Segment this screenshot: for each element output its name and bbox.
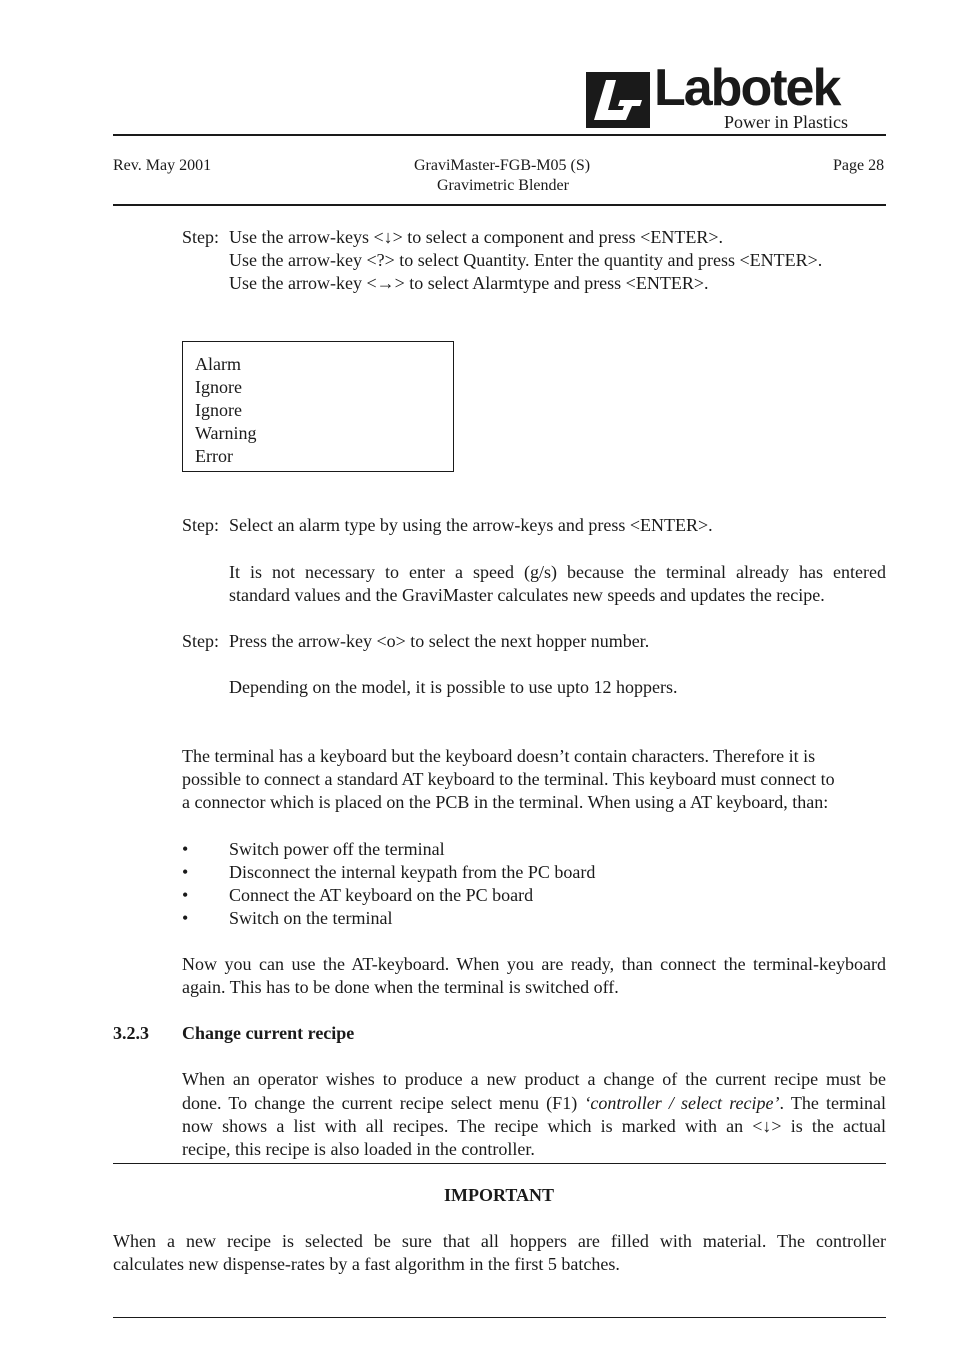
step1-line: Use the arrow-key <→> to select Alarmtype and press <ENTER>.: [229, 273, 709, 293]
footer-rule: [113, 1317, 886, 1318]
bullet-item: Switch power off the terminal: [229, 839, 445, 859]
step1-line: Use the arrow-keys <↓> to select a component and press <ENTER>.: [229, 227, 723, 247]
alarm-type-list: [182, 341, 454, 472]
bullet-item: Switch on the terminal: [229, 908, 393, 928]
section-paragraph-line: recipe, this recipe is also loaded in the controller.: [182, 1139, 535, 1159]
important-line: calculates new dispense-rates by a fast algorithm in the first 5 batches.: [113, 1254, 620, 1274]
alarm-option: Alarm: [195, 354, 241, 374]
bullet-glyph: •: [182, 885, 189, 905]
important-title: IMPORTANT: [443, 1185, 555, 1205]
step3-note: Depending on the model, it is possible to use upto 12 hoppers.: [229, 677, 678, 697]
alarm-option: Warning: [195, 423, 257, 443]
step2-line: Select an alarm type by using the arrow-keys and press <ENTER>.: [229, 515, 713, 535]
section-title: Change current recipe: [182, 1023, 355, 1043]
step-label: Step:: [182, 227, 220, 247]
section-number: 3.2.3: [113, 1023, 149, 1043]
alarm-option: Ignore: [195, 400, 242, 420]
header-rule-top: [113, 134, 886, 136]
step-label: Step:: [182, 631, 220, 651]
header-rule-bottom: [113, 204, 886, 206]
bullet-glyph: •: [182, 862, 189, 882]
menu-path: ‘controller / select recipe’: [584, 1093, 780, 1113]
logo-tagline: Power in Plastics: [724, 112, 848, 132]
alarm-option: Ignore: [195, 377, 242, 397]
logo-name: Labotek: [654, 59, 840, 117]
document-id: GraviMaster-FGB-M05 (S): [414, 157, 591, 174]
revision-date: Rev. May 2001: [113, 157, 212, 174]
step2-note-line: It is not necessary to enter a speed (g/s) because the terminal already has entered: [229, 562, 886, 582]
step-label: Step:: [182, 515, 220, 535]
after-bullets-line: Now you can use the AT-keyboard. When you are ready, than connect the terminal-keyboard: [182, 954, 886, 974]
page-number: Page 28: [833, 157, 885, 174]
labotek-logo-icon: [586, 72, 650, 128]
section-paragraph-line: When an operator wishes to produce a new product a change of the current recipe must be: [182, 1069, 886, 1089]
after-bullets-line: again. This has to be done when the terminal is switched off.: [182, 977, 619, 997]
step3-line: Press the arrow-key <o> to select the next hopper number.: [229, 631, 650, 651]
important-line: When a new recipe is selected be sure that all hoppers are filled with material. The controller: [113, 1231, 886, 1251]
alarm-option: Error: [195, 446, 233, 466]
section-text: done. To change the current recipe select menu (F1): [182, 1093, 585, 1113]
section-text: . The terminal: [779, 1093, 887, 1113]
document-subtitle: Gravimetric Blender: [437, 177, 569, 194]
keyboard-paragraph-line: a connector which is placed on the PCB in the terminal. When using a AT keyboard, than:: [182, 792, 829, 812]
bullet-glyph: •: [182, 908, 189, 928]
bullet-item: Disconnect the internal keypath from the PC board: [229, 862, 596, 882]
section-paragraph-line: now shows a list with all recipes. The recipe which is marked with an <↓> is the actual: [182, 1116, 886, 1136]
important-rule-top: [113, 1163, 886, 1164]
bullet-item: Connect the AT keyboard on the PC board: [229, 885, 534, 905]
step2-note-line: standard values and the GraviMaster calculates new speeds and updates the recipe.: [229, 585, 825, 605]
step1-line: Use the arrow-key <?> to select Quantity. Enter the quantity and press <ENTER>.: [229, 250, 823, 270]
section-paragraph-line: [182, 1092, 886, 1115]
bullet-glyph: •: [182, 839, 189, 859]
keyboard-paragraph-line: The terminal has a keyboard but the keyboard doesn’t contain characters. Therefore it is: [182, 746, 816, 766]
keyboard-paragraph-line: possible to connect a standard AT keyboard to the terminal. This keyboard must connect to: [182, 769, 835, 789]
